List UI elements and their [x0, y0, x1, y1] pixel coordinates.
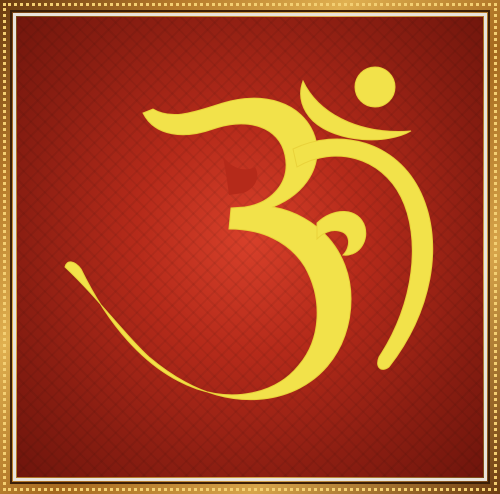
- om-upper-notch: [223, 157, 257, 195]
- red-background-panel: [17, 17, 483, 477]
- om-symbol: [17, 17, 483, 477]
- om-bindu: [355, 67, 395, 107]
